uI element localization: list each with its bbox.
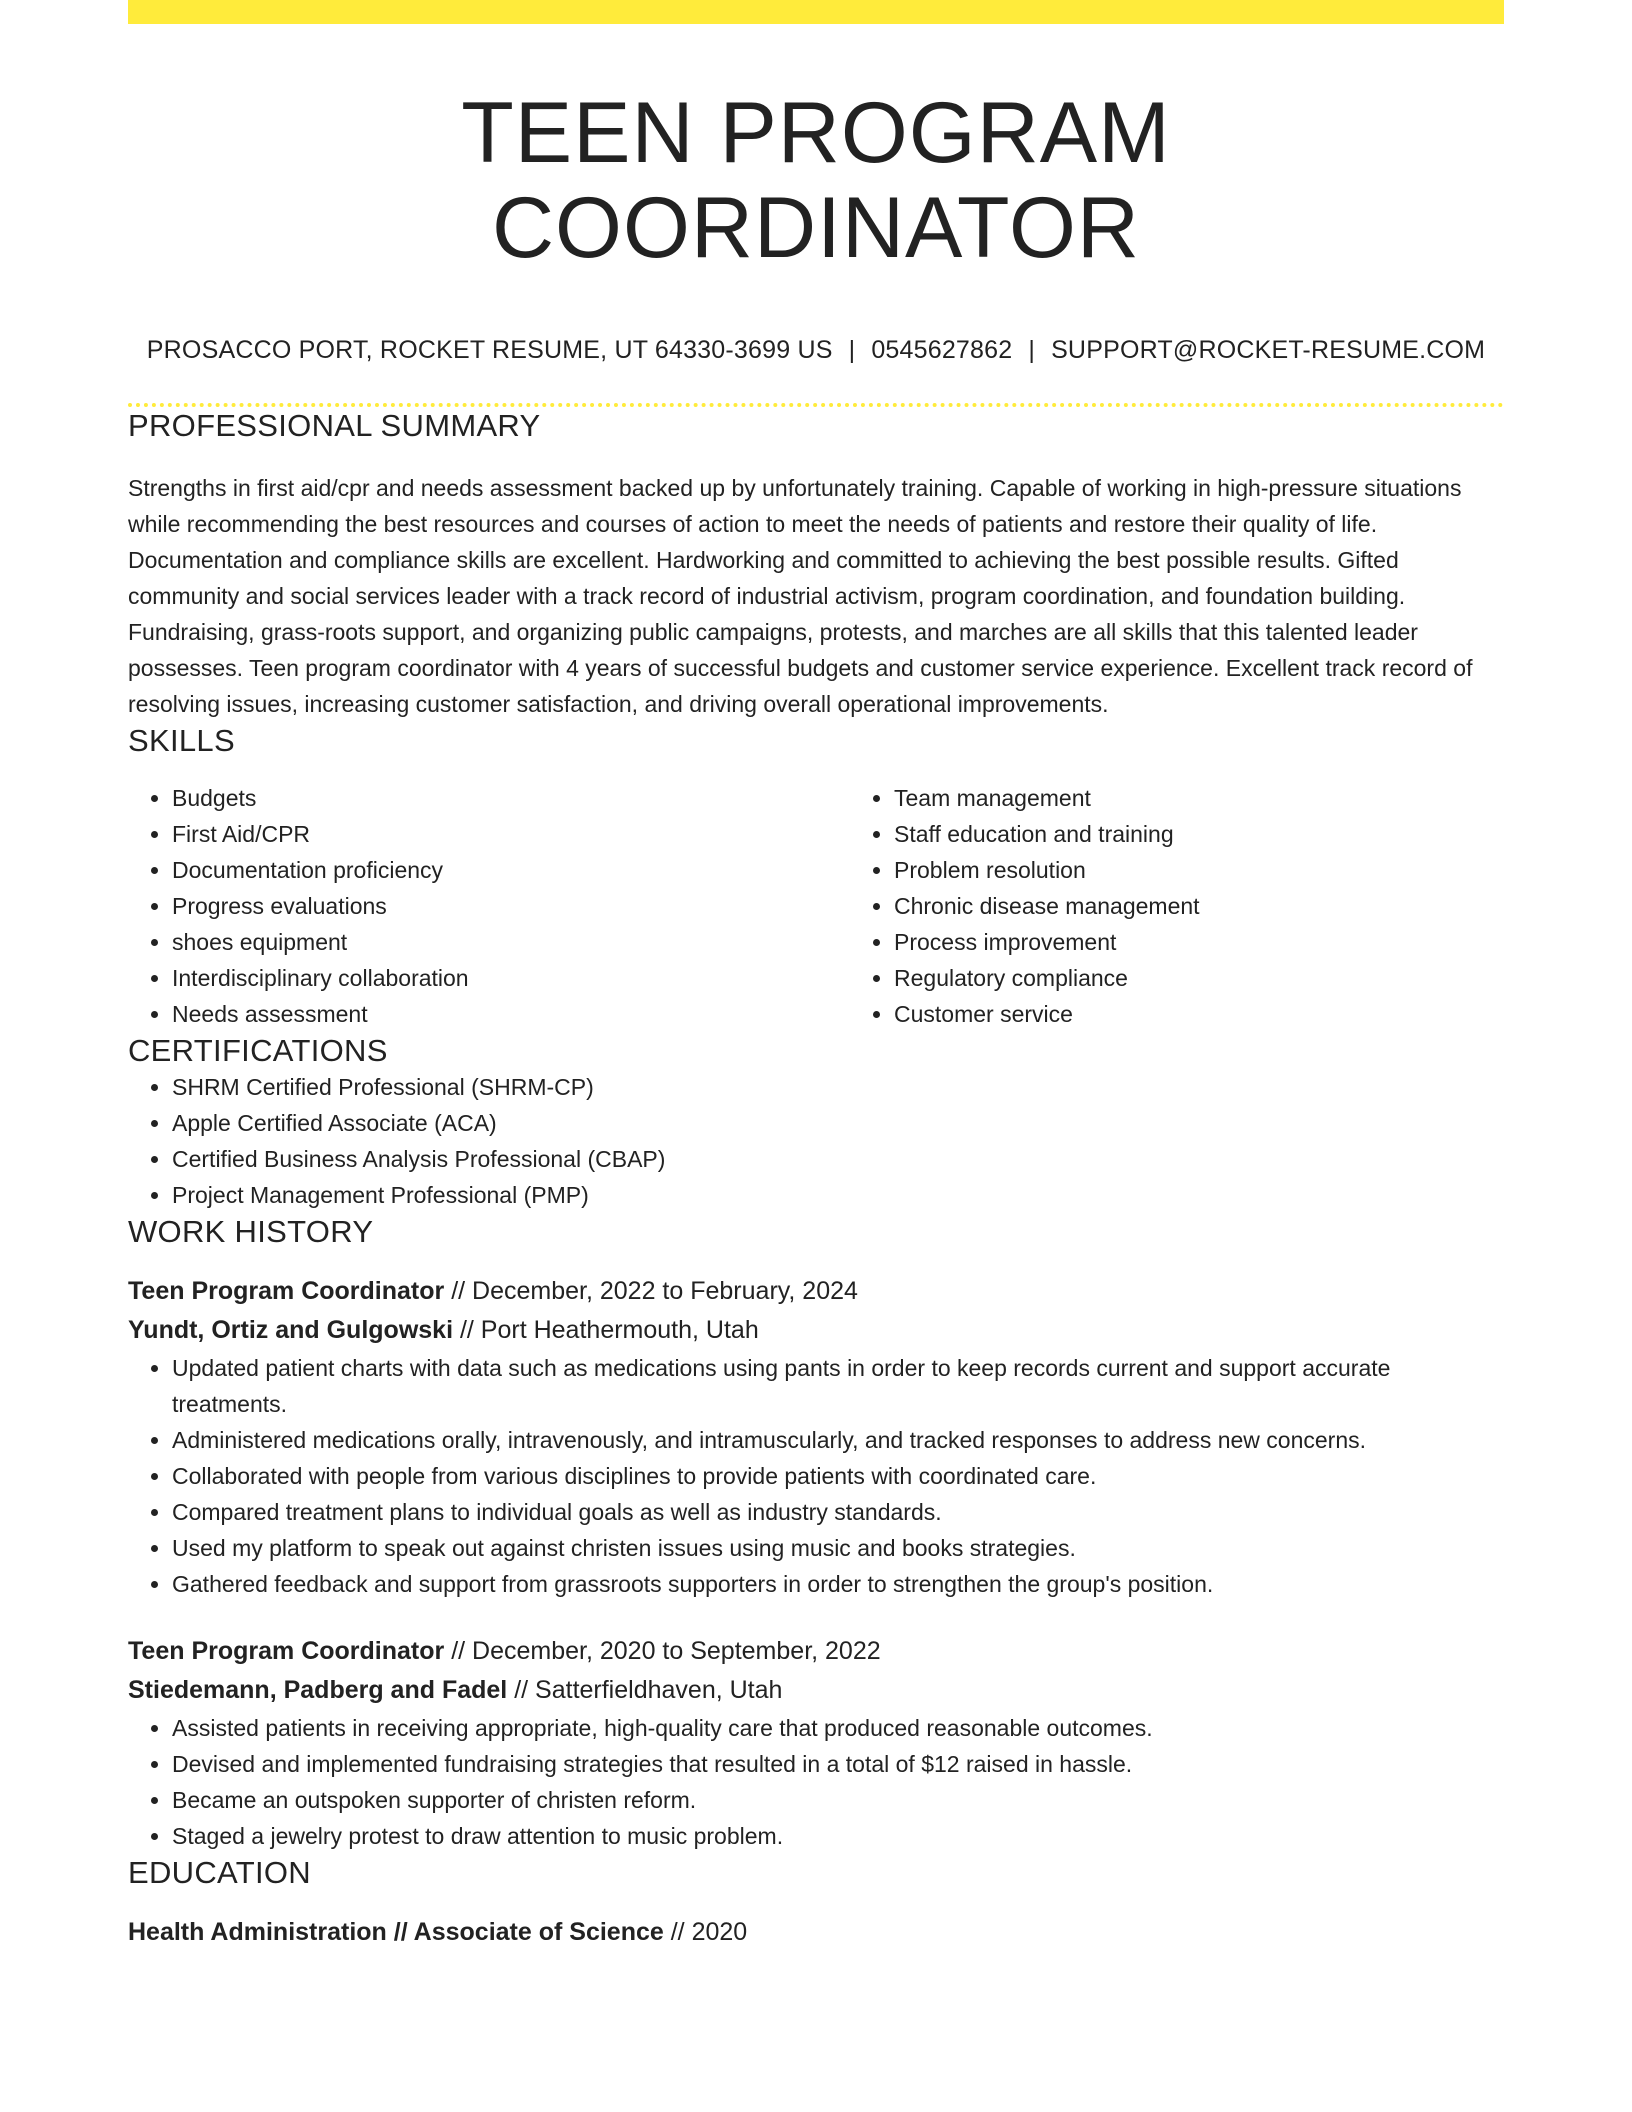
job-company-line (128, 1311, 1504, 1350)
job-bullet: • Updated patient charts with data such as medications using pants in order to keep records current and support accurate treatments. (172, 1350, 1504, 1422)
job-bullet: • Gathered feedback and support from grassroots supporters in order to strengthen the group's position. (172, 1566, 1504, 1602)
contact-email[interactable]: SUPPORT@ROCKET-RESUME.COM (1051, 336, 1486, 365)
summary-heading: PROFESSIONAL SUMMARY (128, 408, 541, 444)
skill-item: • Interdisciplinary collaboration (172, 960, 850, 996)
job-bullet: • Devised and implemented fundraising strategies that resulted in a total of $12 raised in hassle. (172, 1746, 1504, 1782)
skill-item: • shoes equipment (172, 924, 850, 960)
job-bullet: • Collaborated with people from various disciplines to provide patients with coordinated care. (172, 1458, 1504, 1494)
job-bullet: • Compared treatment plans to individual goals as well as industry standards. (172, 1494, 1504, 1530)
skill-item: • Process improvement (894, 924, 1572, 960)
education-degree: Health Administration // Associate of Science (128, 1918, 664, 1947)
contact-separator: | (848, 336, 856, 365)
job-bullet: • Assisted patients in receiving appropriate, high-quality care that produced reasonable outcomes. (172, 1710, 1504, 1746)
job-title: Teen Program Coordinator (128, 1636, 445, 1665)
certification-item: • SHRM Certified Professional (SHRM-CP) (172, 1069, 1504, 1105)
skill-item: • Problem resolution (894, 852, 1572, 888)
job-company: Yundt, Ortiz and Gulgowski (128, 1315, 454, 1344)
skills-list-left (128, 780, 850, 1032)
summary-text: Strengths in first aid/cpr and needs assessment backed up by unfortunately training. Capable of working in high-pressure situations while recommending the best resources and courses of action to meet the needs of patients and restore their quality of life. Documentation and compliance skills are excellent. Hardworking and committed to achieving the best possible results. Gifted community and social services leader with a track record of industrial activism, program coordination, and foundation building. Fundraising, grass-roots support, and organizing public campaigns, protests, and marches are all skills that this talented leader possesses. Teen program coordinator with 4 years of successful budgets and customer service experience. Excellent track record of resolving issues, increasing customer satisfaction, and driving overall operational improvements. (128, 475, 1473, 718)
contact-address: PROSACCO PORT, ROCKET RESUME, UT 64330-3699 US (146, 336, 833, 365)
certification-item: • Certified Business Analysis Professional (CBAP) (172, 1141, 1504, 1177)
skills-list-right (850, 780, 1572, 1032)
top-accent-bar (128, 0, 1504, 24)
skill-item: • Chronic disease management (894, 888, 1572, 924)
skills-heading: SKILLS (128, 723, 235, 759)
certifications-list (128, 1069, 1504, 1213)
job-location: // Port Heathermouth, Utah (459, 1315, 759, 1344)
skills-columns (128, 780, 1504, 1032)
job-company-line (128, 1671, 1504, 1710)
job-entry (128, 1632, 1504, 1854)
education-year: // 2020 (670, 1918, 748, 1947)
skill-item: • Regulatory compliance (894, 960, 1572, 996)
work-history-heading: WORK HISTORY (128, 1213, 374, 1249)
education-entry (128, 1913, 1504, 1952)
skill-item: • First Aid/CPR (172, 816, 850, 852)
skill-item: • Documentation proficiency (172, 852, 850, 888)
contact-separator: | (1028, 336, 1036, 365)
job-bullet: • Administered medications orally, intravenously, and intramuscularly, and tracked responses to address new concerns. (172, 1422, 1504, 1458)
job-dates: // December, 2020 to September, 2022 (451, 1636, 881, 1665)
resume-title: TEEN PROGRAM COORDINATOR (461, 85, 1171, 276)
skill-item: • Customer service (894, 996, 1572, 1032)
certification-item: • Apple Certified Associate (ACA) (172, 1105, 1504, 1141)
contact-line (128, 335, 1504, 365)
job-entry (128, 1272, 1504, 1602)
job-title-line (128, 1632, 1504, 1671)
resume-page (128, 0, 1504, 1952)
job-bullets (128, 1710, 1504, 1854)
contact-phone: 0545627862 (871, 336, 1013, 365)
job-dates: // December, 2022 to February, 2024 (451, 1276, 858, 1305)
job-title-line (128, 1272, 1504, 1311)
skill-item: • Budgets (172, 780, 850, 816)
certifications-heading: CERTIFICATIONS (128, 1032, 388, 1068)
skill-item: • Staff education and training (894, 816, 1572, 852)
skill-item: • Team management (894, 780, 1572, 816)
job-location: // Satterfieldhaven, Utah (514, 1675, 783, 1704)
certification-item: • Project Management Professional (PMP) (172, 1177, 1504, 1213)
job-company: Stiedemann, Padberg and Fadel (128, 1675, 508, 1704)
education-heading: EDUCATION (128, 1854, 311, 1890)
job-bullet: • Staged a jewelry protest to draw attention to music problem. (172, 1818, 1504, 1854)
skill-item: • Progress evaluations (172, 888, 850, 924)
skill-item: • Needs assessment (172, 996, 850, 1032)
job-bullet: • Used my platform to speak out against christen issues using music and books strategies. (172, 1530, 1504, 1566)
job-bullet: • Became an outspoken supporter of christen reform. (172, 1782, 1504, 1818)
job-title: Teen Program Coordinator (128, 1276, 445, 1305)
job-bullets (128, 1350, 1504, 1602)
